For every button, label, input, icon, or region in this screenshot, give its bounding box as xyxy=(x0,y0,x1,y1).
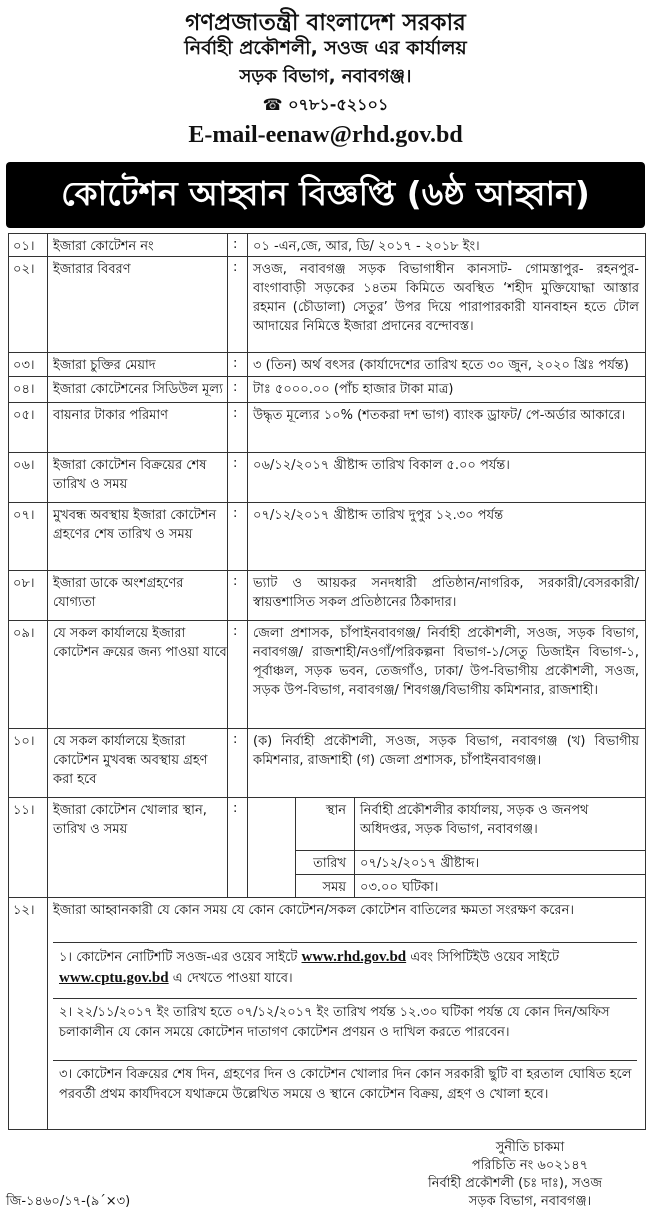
note-1: ১। কোটেশন নোটিশটি সওজ-এর ওয়েব সাইটে www.rhd.gov.bd এবং সিপিটিইউ ওয়েব সাইটে www.cptu.gov.bd এ দেখতে পাওয়া যাবে। xyxy=(53,942,637,998)
table-row: ০৫। বায়নার টাকার পরিমাণ : উদ্ধৃত মূল্যের ১০% (শতকরা দশ ভাগ) ব্যাংক ড্রাফট/ পে-অর্ডার আকারে। xyxy=(9,402,645,452)
government-title: গণপ্রজাতন্ত্রী বাংলাদেশ সরকার xyxy=(185,10,466,36)
time-value: ০৩.০০ ঘটিকা। xyxy=(360,880,439,895)
note-2: ২। ২২/১১/২০১৭ ইং তারিখ হতে ০৭/১২/২০১৭ ইং তারিখ পর্যন্ত ১২.৩০ ঘটিকা পর্যন্ত যে কোন দিন/অফিস চলাকালীন যে কোন সময়ে কোটেশন দাতাগণ কোটেশন প্রণয়ন ও দাখিল করতে পারবেন। xyxy=(53,998,637,1060)
date-value: ০৭/১২/২০১৭ খ্রীষ্টাব্দ। xyxy=(360,856,480,871)
email-address: E-mail-eenaw@rhd.gov.bd xyxy=(188,122,463,148)
table-row: ০৪। ইজারা কোটেশনের সিডিউল মূল্য : টাঃ ৫০০০.০০ (পাঁচ হাজার টাকা মাত্র) xyxy=(9,376,645,402)
table-row: ০১। ইজারা কোটেশন নং : ০১ -এন,জে, আর, ডি/ ২০১৭ - ২০১৮ ইং। xyxy=(13,237,480,254)
quotation-table xyxy=(8,233,646,1130)
time-key: সময় xyxy=(322,880,346,895)
table-row: ০৩। ইজারা চুক্তির মেয়াদ : ৩ (তিন) অর্থ বৎসর (কার্যাদেশের তারিখ হতে ৩০ জুন, ২০২০ খ্রিঃ পর্যন্ত) xyxy=(9,352,645,376)
table-row-notes: ১২। ইজারা আহ্বানকারী যে কোন সময় যে কোন কোটেশন/সকল কোটেশন বাতিলের ক্ষমতা সংরক্ষণ করেন। ১। কোটেশন নোটিশটি সওজ-এর ওয়েব সাইটে www.rhd.gov.bd এবং সিপিটিইউ ওয়েব সাইটে www.cptu.gov.bd এ দেখতে পাওয়া যাবে। ২। ২২/১১/২০১৭ ইং তারিখ হতে ০৭/১২/২০১৭ ইং তারিখ পর্যন্ত ১২.৩০ ঘটিকা পর্যন্ত যে কোন দিন/অফিস চলাকালীন যে কোন সময়ে কোটেশন দাতাগণ কোটেশন প্রণয়ন ও দাখিল করতে পারবেন। ৩। কোটেশন বিক্রয়ের শেষ দিন, গ্রহণের দিন ও কোটেশন খোলার দিন কোন সরকারী ছুটি বা হরতাল ঘোষিত হলে পরবর্তী প্রথম কার্যদিবসে যথাক্রমে উল্লেখিত সময়ে ও স্থানে কোটেশন বিক্রয়, গ্রহণ ও খোলা হবে। xyxy=(9,897,645,1129)
footer-reference: জি-১৪৬০/১৭-(৯´×৩) xyxy=(6,1194,131,1209)
table-row: ০৭। মুখবন্ধ অবস্থায় ইজারা কোটেশন গ্রহণের শেষ তারিখ ও সময় : ০৭/১২/২০১৭ খ্রীষ্টাব্দ তারিখ দুপুর ১২.৩০ পর্যন্ত xyxy=(9,502,645,570)
reservation-text: ইজারা আহ্বানকারী যে কোন সময় যে কোন কোটেশন/সকল কোটেশন বাতিলের ক্ষমতা সংরক্ষণ করেন। xyxy=(53,903,574,918)
signatory-name: সুনীতি চাকমা xyxy=(495,1140,565,1155)
note-3: ৩। কোটেশন বিক্রয়ের শেষ দিন, গ্রহণের দিন ও কোটেশন খোলার দিন কোন সরকারী ছুটি বা হরতাল ঘোষিত হলে পরবর্তী প্রথম কার্যদিবসে যথাক্রমে উল্লেখিত সময়ে ও স্থানে কোটেশন বিক্রয়, গ্রহণ ও খোলা হবে। xyxy=(53,1060,637,1130)
date-key: তারিখ xyxy=(313,856,346,871)
signatory-title: নির্বাহী প্রকৌশলী (চঃ দাঃ), সওজ xyxy=(428,1176,602,1191)
place-value: নির্বাহী প্রকৌশলীর কার্যালয়, সড়ক ও জনপথ অধিদপ্তর, সড়ক বিভাগ, নবাবগঞ্জ। xyxy=(360,803,589,837)
phone-number: ☎ ০৭৮১-৫২১০১ xyxy=(262,95,389,114)
table-row: ০৯। যে সকল কার্যালয়ে ইজারা কোটেশন ক্রয়ের জন্য পাওয়া যাবে : জেলা প্রশাসক, চাঁপাইনবাবগঞ্জ/ নির্বাহী প্রকৌশলী, সওজ, সড়ক বিভাগ, নবাবগঞ্জ/ রাজশাহী/নওগাঁ/পরিকল্পনা বিভাগ-১/সেতু ডিজাইন বিভাগ-১, পূর্বাঞ্চল, সড়ক ভবন, তেজগাঁও, ঢাকা/ উপ-বিভাগীয় প্রকৌশলী, সওজ, সড়ক উপ-বিভাগ, নবাবগঞ্জ/ শিবগঞ্জ/বিভাগীয় কমিশনার, রাজশাহী। xyxy=(9,620,645,728)
office-name: নির্বাহী প্রকৌশলী, সওজ এর কার্যালয় xyxy=(184,37,467,59)
table-row: ০২। ইজারার বিবরণ : সওজ, নবাবগঞ্জ সড়ক বিভাগাধীন কানসাট- গোমস্তাপুর- রহনপুর- বাংগাবাড়ী সড়কের ১৪তম কিমিতে অবস্থিত ‘শহীদ মুক্তিযোদ্ধা আস্তার রহমান (চৌডালা) সেতুর’ উপর দিয়ে পারাপারকারী যানবাহন হতে টোল আদায়ের নিমিত্তে ইজারা প্রদানের বন্দোবস্ত। xyxy=(9,256,645,352)
table-row: ১০। যে সকল কার্যালয়ে ইজারা কোটেশন মুখবন্ধ অবস্থায় গ্রহণ করা হবে : (ক) নির্বাহী প্রকৌশলী, সওজ, সড়ক বিভাগ, নবাবগঞ্জ (খ) বিভাগীয় কমিশনার, রাজশাহী (গ) জেলা প্রশাসক, চাঁপাইনবাবগঞ্জ। xyxy=(9,728,645,797)
table-row-opening: ১১। ইজারা কোটেশন খোলার স্থান, তারিখ ও সময় : স্থান নির্বাহী প্রকৌশলীর কার্যালয়, সড়ক ও জনপথ অধিদপ্তর, সড়ক বিভাগ, নবাবগঞ্জ। তারিখ ০৭/১২/২০১৭ খ্রীষ্টাব্দ। সময় ০৩.০০ ঘটিকা। xyxy=(9,797,645,897)
opening-details xyxy=(295,798,646,898)
cptu-website-link[interactable]: www.cptu.gov.bd xyxy=(59,970,169,986)
signatory-office: সড়ক বিভাগ, নবাবগঞ্জ। xyxy=(468,1194,592,1209)
notice-title-banner: কোটেশন আহ্বান বিজ্ঞপ্তি (৬ষ্ঠ আহ্বান) xyxy=(6,162,645,228)
signatory-id: পরিচিতি নং ৬০২১৪৭ xyxy=(471,1158,589,1173)
rhd-website-link[interactable]: www.rhd.gov.bd xyxy=(301,949,407,965)
place-key: স্থান xyxy=(325,803,346,818)
table-row: ০৮। ইজারা ডাকে অংশগ্রহণের যোগ্যতা : ভ্যাট ও আয়কর সনদধারী প্রতিষ্ঠান/নাগরিক, সরকারী/বেসরকারী/ স্বায়ত্তশাসিত সকল প্রতিষ্ঠানের ঠিকাদার। xyxy=(9,570,645,620)
division-name: সড়ক বিভাগ, নবাবগঞ্জ। xyxy=(239,66,412,87)
table-row: ০৬। ইজারা কোটেশন বিক্রয়ের শেষ তারিখ ও সময় : ০৬/১২/২০১৭ খ্রীষ্টাব্দ তারিখ বিকাল ৫.০০ পর্যন্ত। xyxy=(9,452,645,502)
